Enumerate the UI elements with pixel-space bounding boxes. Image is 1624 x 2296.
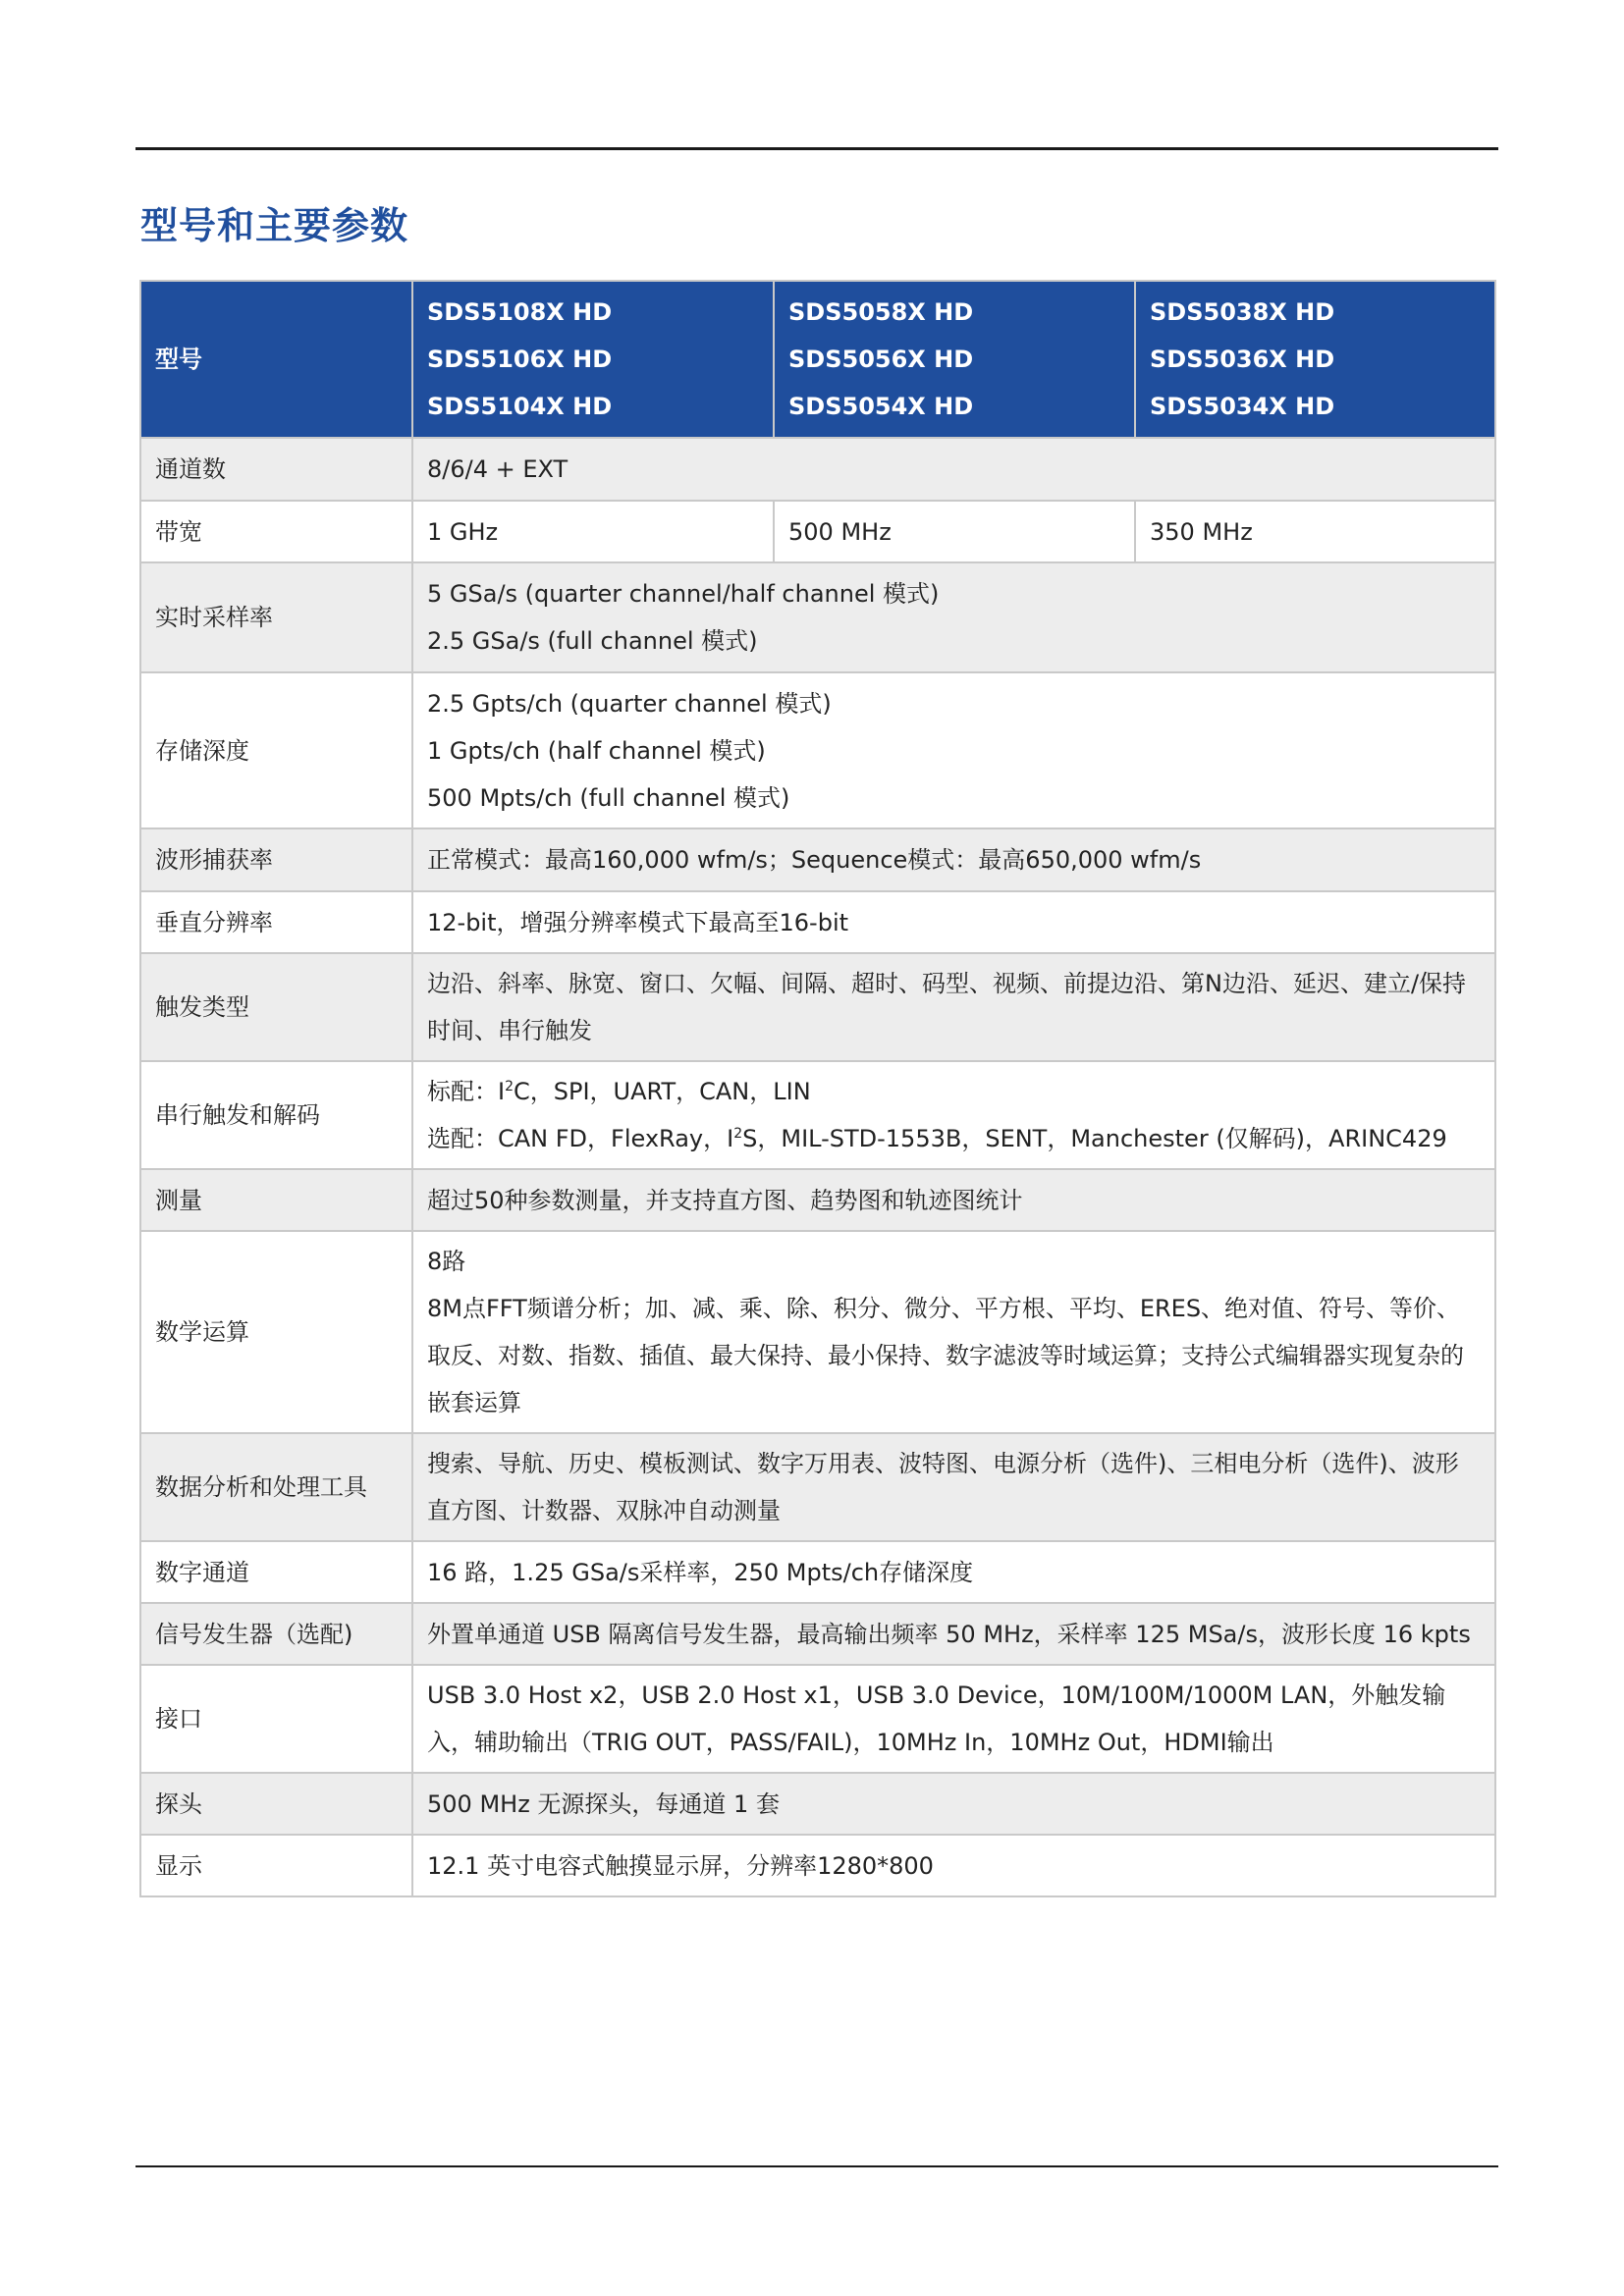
row-value: USB 3.0 Host x2，USB 2.0 Host x1，USB 3.0 Device，10M/100M/1000M LAN，外触发输入，辅助输出（TRIG OUT，PASS/FAIL)，10MHz In，10MHz Out，HDMI输出 xyxy=(412,1665,1495,1773)
row-digital-channels xyxy=(140,1541,1495,1603)
row-analysis-tools xyxy=(140,1433,1495,1541)
row-value: 超过50种参数测量，并支持直方图、趋势图和轨迹图统计 xyxy=(412,1169,1495,1231)
row-label: 显示 xyxy=(140,1835,412,1896)
row-label: 存储深度 xyxy=(140,672,412,828)
model-name: SDS5104X HD xyxy=(427,393,613,420)
row-interfaces xyxy=(140,1665,1495,1773)
row-channels xyxy=(140,438,1495,501)
row-value: 外置单通道 USB 隔离信号发生器，最高输出频率 50 MHz，采样率 125 MSa/s，波形长度 16 kpts xyxy=(412,1603,1495,1665)
row-label: 测量 xyxy=(140,1169,412,1231)
row-value: 8/6/4 + EXT xyxy=(412,438,1495,501)
superscript: 2 xyxy=(505,1079,514,1095)
row-value: 边沿、斜率、脉宽、窗口、欠幅、间隔、超时、码型、视频、前提边沿、第N边沿、延迟、建立/保持时间、串行触发 xyxy=(412,953,1495,1061)
spec-table xyxy=(139,280,1496,1897)
bandwidth-value-1: 1 GHz xyxy=(412,501,774,562)
row-value: 12-bit，增强分辨率模式下最高至16-bit xyxy=(412,891,1495,953)
row-label: 数据分析和处理工具 xyxy=(140,1433,412,1541)
row-label: 通道数 xyxy=(140,438,412,501)
row-label: 信号发生器（选配) xyxy=(140,1603,412,1665)
table-header-row xyxy=(140,281,1495,438)
bottom-rule xyxy=(135,2165,1498,2167)
row-label: 接口 xyxy=(140,1665,412,1773)
model-name: SDS5058X HD xyxy=(788,298,974,326)
value-line: 8M点FFT频谱分析；加、减、乘、除、积分、微分、平方根、平均、ERES、绝对值、符号、等价、取反、对数、指数、插值、最大保持、最小保持、数字滤波等时域运算；支持公式编辑器实现复杂的嵌套运算 xyxy=(427,1295,1464,1416)
row-display xyxy=(140,1835,1495,1896)
row-label: 波形捕获率 xyxy=(140,828,412,891)
text-part: S，MIL-STD-1553B，SENT，Manchester (仅解码)，ARINC429 xyxy=(742,1125,1447,1152)
text-part: C，SPI，UART，CAN，LIN xyxy=(514,1078,811,1105)
model-name: SDS5054X HD xyxy=(788,393,974,420)
top-rule xyxy=(135,147,1498,150)
value-line xyxy=(427,1068,1481,1115)
row-value xyxy=(412,562,1495,672)
row-value: 16 路，1.25 GSa/s采样率，250 Mpts/ch存储深度 xyxy=(412,1541,1495,1603)
model-name: SDS5056X HD xyxy=(788,346,974,373)
model-name: SDS5034X HD xyxy=(1150,393,1335,420)
value-line: 2.5 Gpts/ch (quarter channel 模式) xyxy=(427,689,832,718)
model-name: SDS5036X HD xyxy=(1150,346,1335,373)
row-probe xyxy=(140,1773,1495,1835)
header-label: 型号 xyxy=(140,281,412,438)
model-name: SDS5106X HD xyxy=(427,346,613,373)
row-value: 搜索、导航、历史、模板测试、数字万用表、波特图、电源分析（选件)、三相电分析（选件)、波形直方图、计数器、双脉冲自动测量 xyxy=(412,1433,1495,1541)
row-bandwidth xyxy=(140,501,1495,562)
row-label: 探头 xyxy=(140,1773,412,1835)
row-math xyxy=(140,1231,1495,1433)
row-label: 触发类型 xyxy=(140,953,412,1061)
value-line: 2.5 GSa/s (full channel 模式) xyxy=(427,627,758,655)
row-value xyxy=(412,1061,1495,1169)
row-value: 正常模式：最高160,000 wfm/s；Sequence模式：最高650,000 wfm/s xyxy=(412,828,1495,891)
bandwidth-value-3: 350 MHz xyxy=(1135,501,1495,562)
model-name: SDS5108X HD xyxy=(427,298,613,326)
row-vertical-resolution xyxy=(140,891,1495,953)
row-label: 数学运算 xyxy=(140,1231,412,1433)
row-label: 带宽 xyxy=(140,501,412,562)
row-measurement xyxy=(140,1169,1495,1231)
header-model-group-1 xyxy=(412,281,774,438)
row-value xyxy=(412,1231,1495,1433)
row-memory-depth xyxy=(140,672,1495,828)
superscript: 2 xyxy=(733,1126,743,1142)
bandwidth-value-2: 500 MHz xyxy=(774,501,1135,562)
model-name: SDS5038X HD xyxy=(1150,298,1335,326)
row-label: 串行触发和解码 xyxy=(140,1061,412,1169)
row-serial-decode xyxy=(140,1061,1495,1169)
text-part: 标配：I xyxy=(427,1078,506,1105)
row-sample-rate xyxy=(140,562,1495,672)
section-title: 型号和主要参数 xyxy=(140,204,409,247)
row-label: 数字通道 xyxy=(140,1541,412,1603)
row-trigger-types xyxy=(140,953,1495,1061)
header-model-group-3 xyxy=(1135,281,1495,438)
header-model-group-2 xyxy=(774,281,1135,438)
row-value: 500 MHz 无源探头，每通道 1 套 xyxy=(412,1773,1495,1835)
row-capture-rate xyxy=(140,828,1495,891)
value-line: 8路 xyxy=(427,1248,466,1275)
value-line xyxy=(427,1115,1481,1162)
text-part: 选配：CAN FD，FlexRay，I xyxy=(427,1125,734,1152)
row-value xyxy=(412,672,1495,828)
value-line: 5 GSa/s (quarter channel/half channel 模式) xyxy=(427,580,940,608)
row-label: 实时采样率 xyxy=(140,562,412,672)
row-value: 12.1 英寸电容式触摸显示屏，分辨率1280*800 xyxy=(412,1835,1495,1896)
row-label: 垂直分辨率 xyxy=(140,891,412,953)
value-line: 500 Mpts/ch (full channel 模式) xyxy=(427,783,790,812)
row-signal-generator xyxy=(140,1603,1495,1665)
value-line: 1 Gpts/ch (half channel 模式) xyxy=(427,736,766,765)
